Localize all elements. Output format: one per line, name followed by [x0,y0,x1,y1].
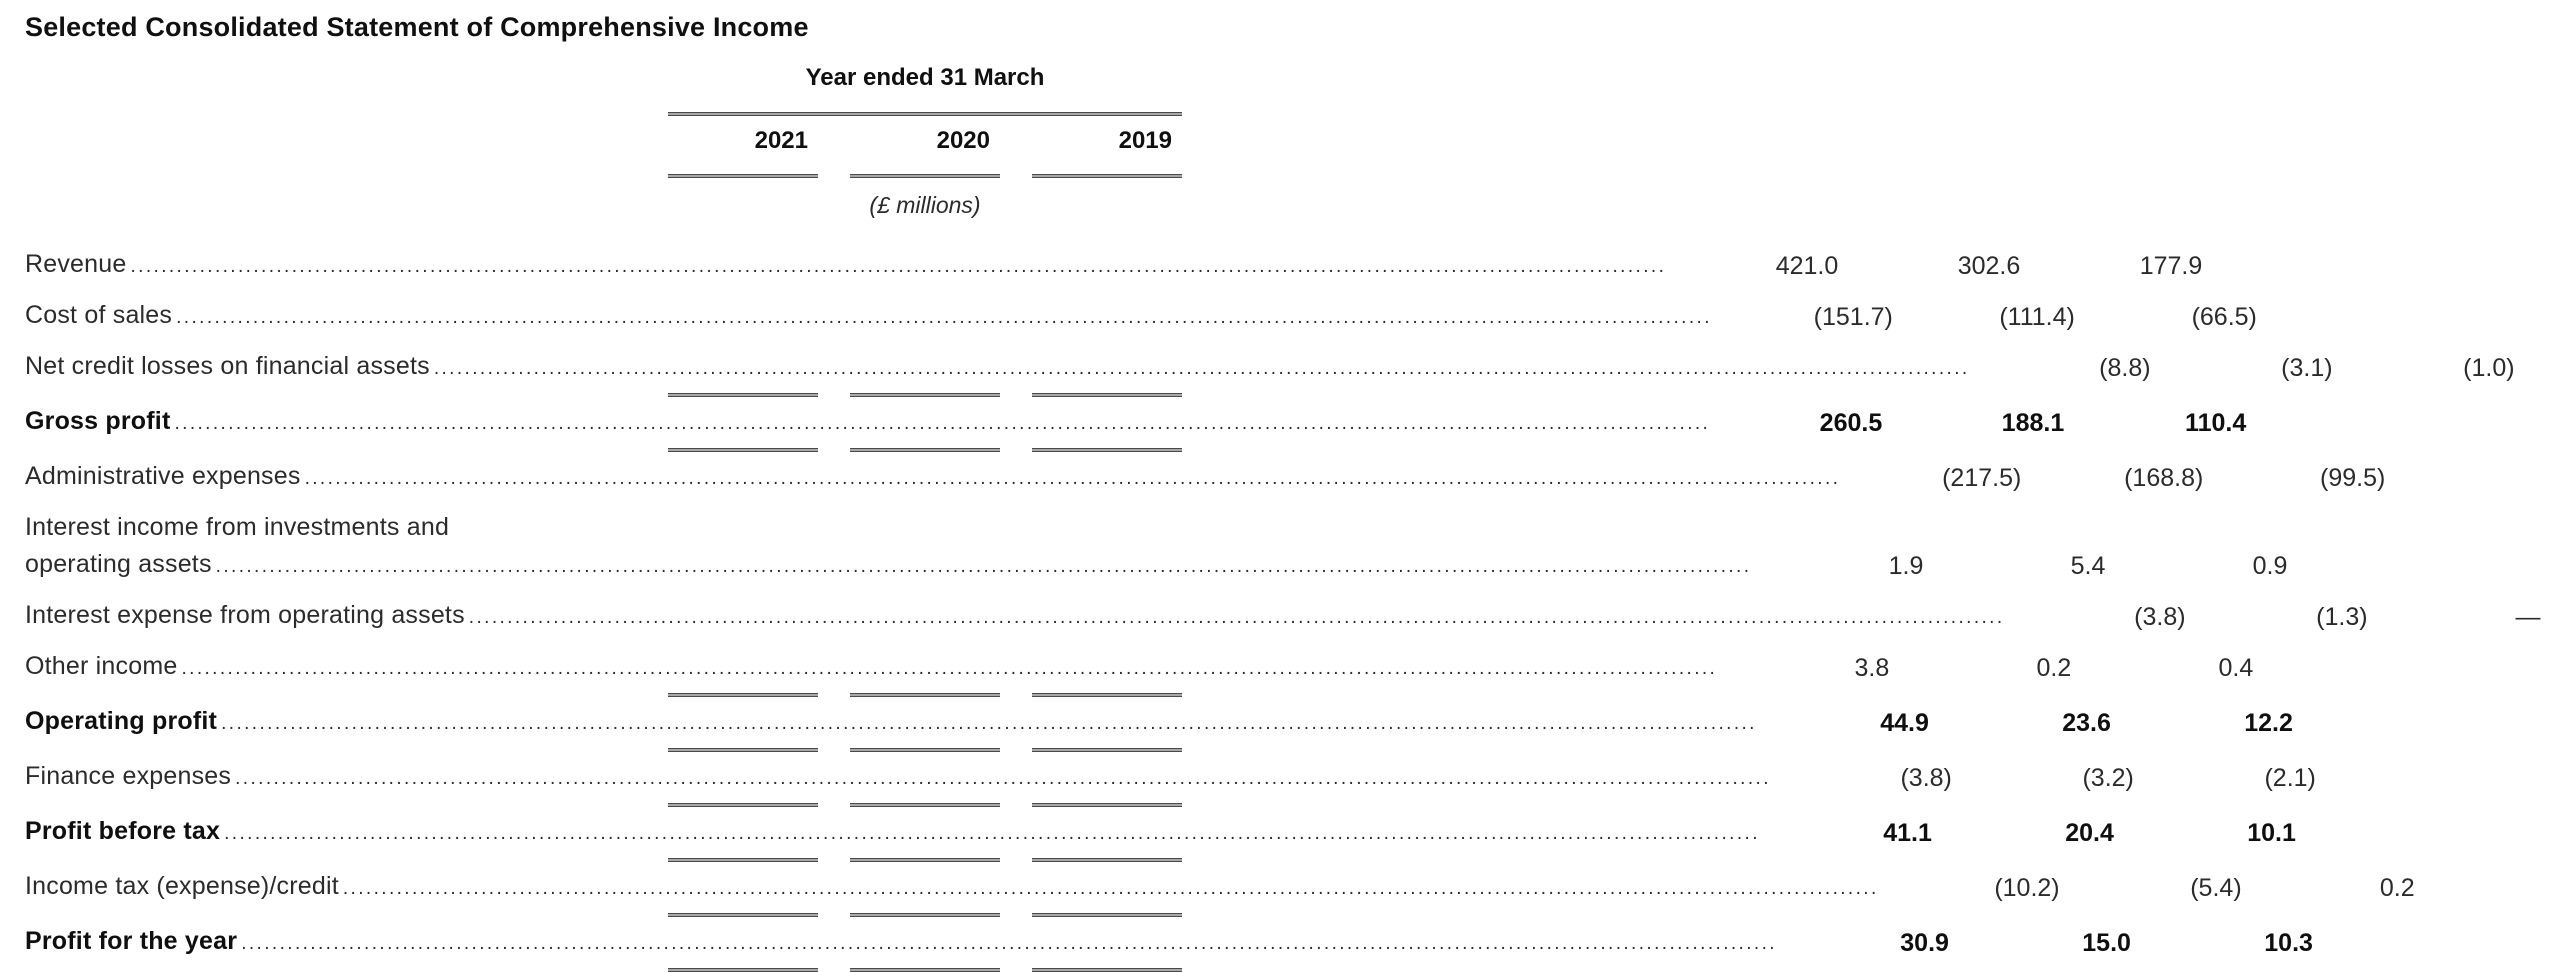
value-2020: (3.2) [2082,764,2134,792]
dot-leader [170,403,1710,442]
row-label-line [25,546,1751,585]
row-label-line [25,297,1712,336]
dot-leader [231,758,1771,797]
table-row [25,862,2415,913]
row-label [25,591,2005,642]
table-row [25,291,2257,342]
value-2019: 177.9 [2139,252,2203,280]
value-2020: (168.8) [2124,464,2204,492]
value-2021: (3.8) [2134,603,2186,631]
subtotal-rule [850,968,1000,972]
value-2019: 10.3 [2264,929,2313,957]
row-label-text: Cost of sales [25,301,173,329]
row-label-line [25,868,1879,907]
table-row [25,642,2254,693]
dot-leader [237,923,1777,962]
row-label-line [25,246,1666,285]
table-row [25,342,2515,393]
row-label-text: Gross profit [25,407,171,435]
row-label-line [25,703,1757,742]
table-row [25,397,2247,448]
value-2019: (66.5) [2191,303,2257,331]
value-2021: (3.8) [1900,764,1952,792]
row-label-line [25,758,1771,797]
year-underline [850,174,1000,178]
row-label [25,240,1666,291]
row-label-text: Revenue [25,250,127,278]
value-2019: 110.4 [2185,409,2247,437]
table-row [25,591,2541,642]
row-label [25,697,1757,748]
dot-leader [301,458,1841,497]
value-2019: (99.5) [2320,464,2386,492]
year-underline [668,174,818,178]
value-2021: 44.9 [1880,709,1929,737]
value-2019: 10.1 [2247,819,2296,847]
row-label [25,862,1879,913]
subtotal-rule [668,968,818,972]
row-label-line [25,923,1777,962]
value-2021: (8.8) [2099,354,2151,382]
row-label-text: Income tax (expense)/credit [25,872,339,900]
table-row [25,917,2313,968]
value-2019: — [2515,603,2541,631]
value-2021: 1.9 [1888,552,1924,580]
value-2021: 260.5 [1819,409,1883,437]
period-header: Year ended 31 March [805,64,1045,91]
subtotal-rule [1032,968,1182,972]
year-column-header-2019: 2019 [1118,127,1172,154]
value-2019: (1.0) [2463,354,2515,382]
row-label [25,752,1771,803]
value-2020: (3.1) [2281,354,2333,382]
dot-leader [220,813,1760,852]
year-header-row [25,116,1182,174]
dot-leader [172,297,1712,336]
value-2019: 12.2 [2244,709,2293,737]
row-label [25,397,1710,448]
table-row [25,697,2293,748]
row-label-text: Interest expense from operating assets [25,601,465,629]
value-2021: 30.9 [1900,929,1949,957]
value-2020: 0.2 [2036,654,2072,682]
row-label-line: Interest income from investments and [25,513,450,541]
row-label-line [25,597,2005,636]
value-2021: 41.1 [1883,819,1932,847]
value-2019: 0.4 [2218,654,2254,682]
table-row [25,752,2316,803]
value-2020: 23.6 [2062,709,2111,737]
value-2020: 20.4 [2065,819,2114,847]
subtotal-rule-row [25,968,1182,972]
value-2021: 3.8 [1854,654,1890,682]
row-label-line [25,813,1760,852]
row-label-text: Profit before tax [25,817,221,845]
value-2019: (2.1) [2264,764,2316,792]
year-column-header-2020: 2020 [936,127,990,154]
value-2020: 188.1 [2001,409,2065,437]
unit-note-row [25,178,1182,218]
value-2021: (217.5) [1942,464,2022,492]
value-2020: 15.0 [2082,929,2131,957]
year-column-header-2021: 2021 [754,127,808,154]
value-2021: (151.7) [1813,303,1893,331]
value-2021: 421.0 [1775,252,1839,280]
row-label-line [25,348,1970,387]
dot-leader [339,868,1879,907]
value-2020: (111.4) [1999,303,2075,331]
row-label-text: Other income [25,652,178,680]
value-2020: (1.3) [2316,603,2368,631]
table-row [25,452,2386,503]
dot-leader [217,703,1757,742]
row-label [25,291,1712,342]
value-2019: 0.2 [2379,874,2415,902]
dot-leader [177,648,1717,687]
row-label-line [25,403,1710,442]
row-label-text: operating assets [25,550,212,578]
value-2019: 0.9 [2252,552,2288,580]
row-label [25,342,1970,393]
dot-leader [126,246,1666,285]
dot-leader [430,348,1970,387]
year-underline [1032,174,1182,178]
page-title: Selected Consolidated Statement of Comprehensive Income [25,12,809,42]
row-label-text: Administrative expenses [25,462,301,490]
table-row [25,807,2296,858]
dot-leader [465,597,2005,636]
row-label-text: Finance expenses [25,762,232,790]
row-label-line [25,458,1840,497]
dot-leader [212,546,1752,585]
table-row [25,240,2203,291]
value-2021: (10.2) [1994,874,2060,902]
row-label [25,503,1751,591]
row-label [25,917,1777,968]
value-2020: 302.6 [1957,252,2021,280]
row-label-text: Operating profit [25,707,218,735]
row-label-line [25,648,1717,687]
income-statement-table [25,64,2541,972]
row-label-text: Net credit losses on financial assets [25,352,430,380]
row-label [25,807,1760,858]
value-2020: (5.4) [2190,874,2242,902]
row-label [25,642,1717,693]
row-label-text: Profit for the year [25,927,238,955]
row-label [25,452,1840,503]
table-header-period [25,64,1182,112]
value-2020: 5.4 [2070,552,2106,580]
unit-note: (£ millions) [869,192,981,218]
table-body [25,240,2541,972]
table-row [25,503,2288,591]
